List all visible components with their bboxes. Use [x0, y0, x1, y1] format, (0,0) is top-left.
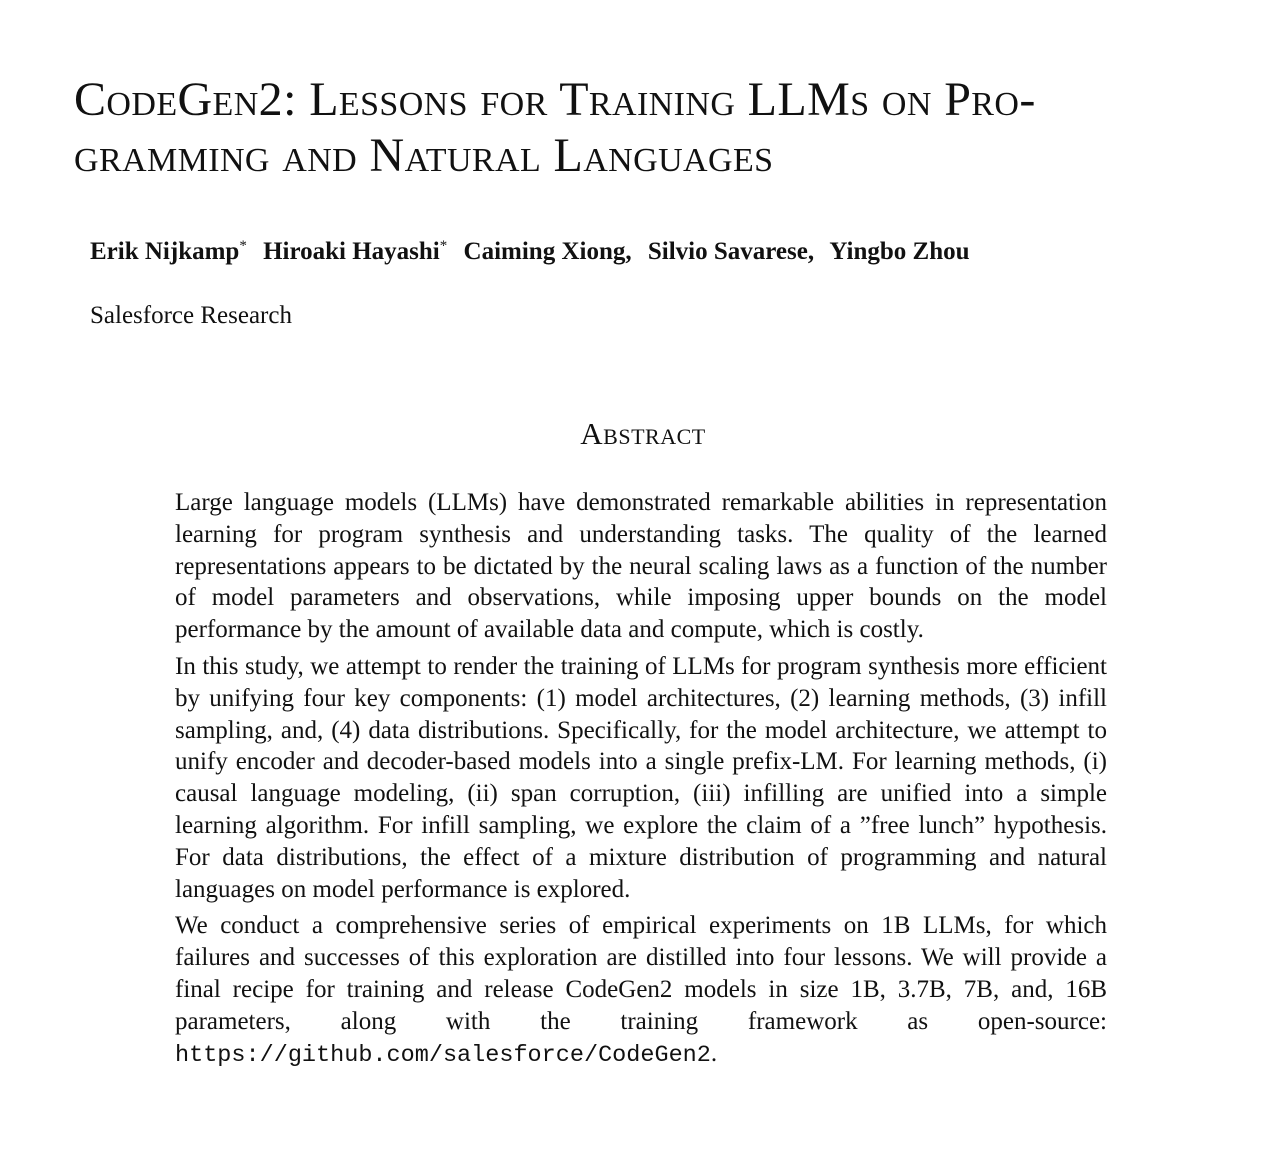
- author: [829, 238, 969, 265]
- author-name: Yingbo Zhou: [829, 238, 970, 265]
- abstract-paragraph-text: We conduct a comprehensive series of empirical experiments on 1B LLMs, for which failures and successes of this exploration are distilled into four lessons. We will provide a final recipe for training and release CodeGen2 models in size 1B, 3.7B, 7B, and, 16B parameters, along with the training framework as open-source:: [175, 912, 1107, 1035]
- author-list: [90, 236, 970, 268]
- author-name: Erik Nijkamp: [90, 238, 240, 265]
- paper-title: [74, 72, 1254, 184]
- equal-contribution-mark: *: [439, 238, 448, 254]
- link-trailing-period: .: [710, 1039, 718, 1067]
- author: [90, 238, 247, 265]
- author: [263, 238, 447, 265]
- abstract-heading: Abstract: [580, 416, 706, 451]
- abstract-paragraph: Large language models (LLMs) have demonstrated remarkable abilities in representation learning for program synthesis and understanding tasks. The quality of the learned representations appears to be dictated by the neural scaling laws as a function of the number of model parameters and observations, while imposing upper bounds on the model performance by the amount of available data and compute, which is costly.: [175, 489, 1107, 644]
- author-name: Silvio Savarese: [647, 238, 808, 265]
- repository-link[interactable]: https://github.com/salesforce/CodeGen2: [175, 1041, 711, 1069]
- author: Silvio Savarese,: [647, 238, 815, 265]
- author: Caiming Xiong,: [463, 238, 632, 265]
- author-name: Caiming Xiong: [463, 238, 626, 265]
- abstract-paragraph: [175, 910, 1107, 1071]
- paper-title-line-2: gramming and Natural Languages: [74, 129, 774, 182]
- abstract-body: [175, 487, 1107, 1076]
- equal-contribution-mark: *: [239, 238, 247, 254]
- affiliation: Salesforce Research: [90, 302, 292, 329]
- abstract-paragraph: In this study, we attempt to render the training of LLMs for program synthesis more efficient by unifying four key components: (1) model architectures, (2) learning methods, (3) infill sampling, and, (4) data distributions. Specifically, for the model architecture, we attempt to unify encoder and decoder-based models into a single prefix-LM. For learning methods, (i) causal language modeling, (ii) span corruption, (iii) infilling are unified into a simple learning algorithm. For infill sampling, we explore the claim of a ”free lunch” hypothesis. For data distributions, the effect of a mixture distribution of programming and natural languages on model performance is explored.: [175, 652, 1107, 903]
- paper-title-line-1: CodeGen2: Lessons for Training LLMs on Pro-: [74, 73, 1036, 126]
- author-name: Hiroaki Hayashi: [263, 238, 440, 265]
